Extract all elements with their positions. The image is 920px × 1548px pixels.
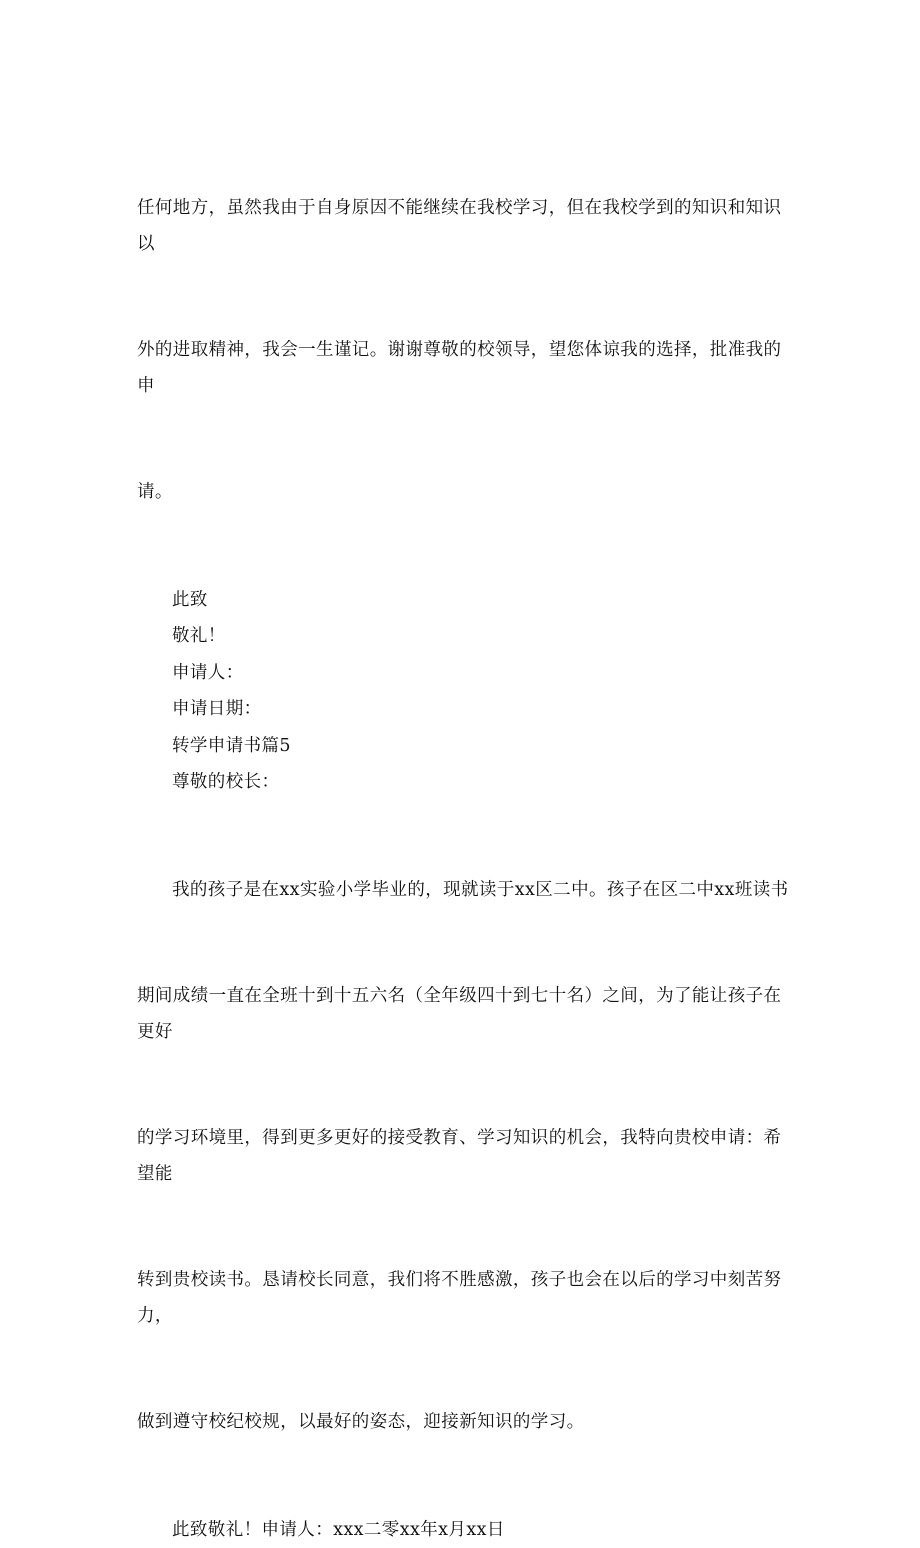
salutation-cizhi: 此致 bbox=[137, 583, 797, 619]
text-line: 转到贵校读书。恳请校长同意，我们将不胜感激，孩子也会在以后的学习中刻苦努力， bbox=[137, 1263, 797, 1334]
text-line: 的学习环境里，得到更多更好的接受教育、学习知识的机会，我特向贵校申请：希望能 bbox=[137, 1121, 797, 1192]
text-line: 任何地方，虽然我由于自身原因不能继续在我校学习，但在我校学到的知识和知识以 bbox=[137, 191, 797, 262]
applicant-label: 申请人： bbox=[137, 656, 797, 692]
closing-signature-line: 此致敬礼！申请人：xxx二零xx年x月xx日 bbox=[137, 1513, 797, 1548]
section-heading: 转学申请书篇5 bbox=[137, 729, 797, 765]
text-line: 请。 bbox=[137, 475, 797, 511]
salutation-jingli: 敬礼！ bbox=[137, 619, 797, 655]
application-date-label: 申请日期： bbox=[137, 692, 797, 728]
greeting: 尊敬的校长： bbox=[137, 765, 797, 801]
text-line: 我的孩子是在xx实验小学毕业的，现就读于xx区二中。孩子在区二中xx班读书 bbox=[137, 873, 797, 909]
paragraph-closing-statement bbox=[137, 120, 797, 582]
paragraph-body bbox=[137, 802, 797, 1512]
text-line: 期间成绩一直在全班十到十五六名（全年级四十到七十名）之间，为了能让孩子在更好 bbox=[137, 979, 797, 1050]
text-line: 外的进取精神，我会一生谨记。谢谢尊敬的校领导，望您体谅我的选择，批准我的申 bbox=[137, 333, 797, 404]
document-body bbox=[137, 120, 797, 1548]
text-line: 做到遵守校纪校规，以最好的姿态，迎接新知识的学习。 bbox=[137, 1405, 797, 1441]
